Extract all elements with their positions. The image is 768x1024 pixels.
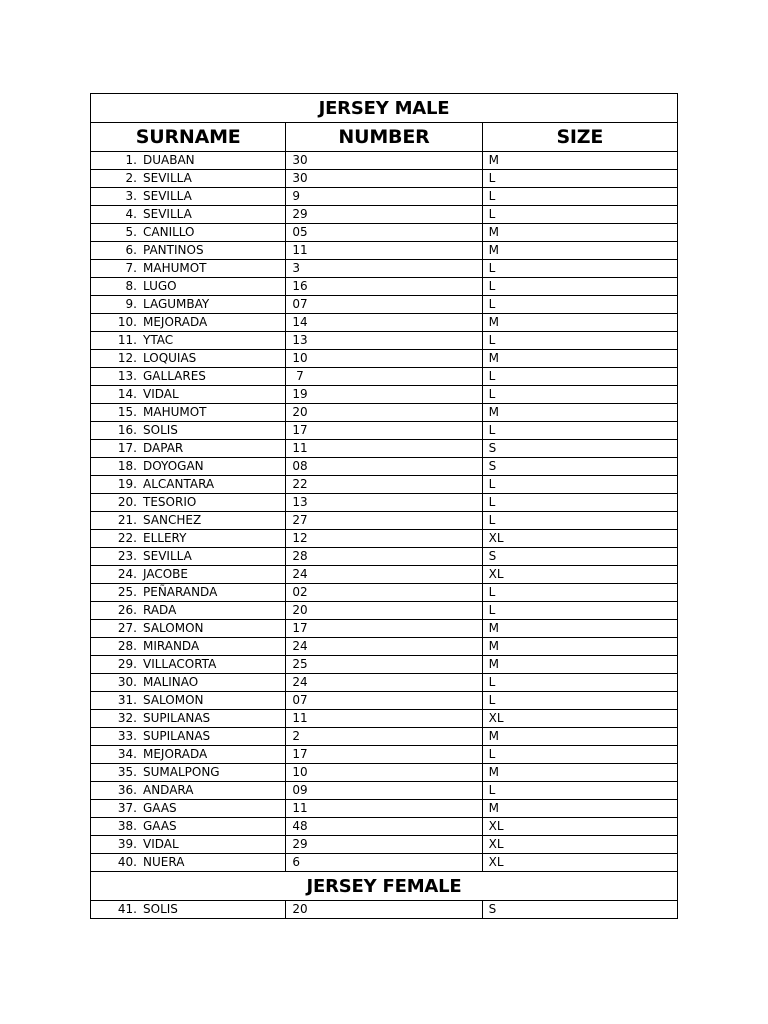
jersey-number-cell: 07 xyxy=(286,296,482,314)
size-cell: L xyxy=(482,368,677,386)
row-number: 25. xyxy=(117,585,137,599)
surname-cell xyxy=(91,656,286,674)
table-row xyxy=(91,494,678,512)
surname-text: SALOMON xyxy=(143,693,204,707)
surname-text: GAAS xyxy=(143,801,177,815)
table-row xyxy=(91,818,678,836)
size-cell: S xyxy=(482,458,677,476)
surname-text: GALLARES xyxy=(143,369,206,383)
jersey-number-cell: 17 xyxy=(286,746,482,764)
surname-cell xyxy=(91,674,286,692)
row-number: 9. xyxy=(125,297,137,311)
row-number: 18. xyxy=(117,459,137,473)
size-cell: L xyxy=(482,512,677,530)
size-cell: M xyxy=(482,224,677,242)
jersey-number-cell: 11 xyxy=(286,710,482,728)
size-cell: M xyxy=(482,152,677,170)
table-row xyxy=(91,206,678,224)
size-cell: M xyxy=(482,404,677,422)
surname-cell xyxy=(91,224,286,242)
surname-text: SEVILLA xyxy=(143,189,192,203)
size-cell: L xyxy=(482,422,677,440)
jersey-number-cell: 3 xyxy=(286,260,482,278)
table-row xyxy=(91,854,678,872)
jersey-number-cell: 24 xyxy=(286,638,482,656)
surname-text: SANCHEZ xyxy=(143,513,202,527)
row-number: 32. xyxy=(117,711,137,725)
jersey-number-cell: 09 xyxy=(286,782,482,800)
jersey-number-cell: 22 xyxy=(286,476,482,494)
table-row xyxy=(91,566,678,584)
surname-cell xyxy=(91,494,286,512)
surname-cell xyxy=(91,476,286,494)
row-number: 2. xyxy=(125,171,137,185)
jersey-number-cell: 11 xyxy=(286,800,482,818)
row-number: 6. xyxy=(125,243,137,257)
row-number: 40. xyxy=(117,855,137,869)
surname-cell xyxy=(91,458,286,476)
surname-cell xyxy=(91,728,286,746)
jersey-number-cell: 11 xyxy=(286,242,482,260)
jersey-number-cell: 30 xyxy=(286,152,482,170)
size-cell: L xyxy=(482,170,677,188)
jersey-number-cell: 11 xyxy=(286,440,482,458)
size-cell: L xyxy=(482,188,677,206)
surname-text: YTAC xyxy=(143,333,174,347)
surname-text: MAHUMOT xyxy=(143,261,207,275)
surname-text: VIDAL xyxy=(143,387,179,401)
jersey-number-cell: 9 xyxy=(286,188,482,206)
table-row xyxy=(91,901,678,919)
surname-text: ALCANTARA xyxy=(143,477,215,491)
surname-text: LAGUMBAY xyxy=(143,297,210,311)
surname-text: JACOBE xyxy=(143,567,188,581)
size-cell: M xyxy=(482,620,677,638)
table-row xyxy=(91,422,678,440)
row-number: 10. xyxy=(117,315,137,329)
table-row xyxy=(91,242,678,260)
surname-text: MAHUMOT xyxy=(143,405,207,419)
row-number: 19. xyxy=(117,477,137,491)
row-number: 14. xyxy=(117,387,137,401)
jersey-number-cell: 20 xyxy=(286,404,482,422)
jersey-number-cell: 27 xyxy=(286,512,482,530)
table-row xyxy=(91,170,678,188)
row-number: 39. xyxy=(117,837,137,851)
table-row xyxy=(91,728,678,746)
jersey-number-cell: 13 xyxy=(286,494,482,512)
row-number: 27. xyxy=(117,621,137,635)
jersey-number-cell: 02 xyxy=(286,584,482,602)
surname-cell xyxy=(91,836,286,854)
size-cell: XL xyxy=(482,710,677,728)
surname-text: DUABAN xyxy=(143,153,195,167)
table-row xyxy=(91,386,678,404)
size-cell: XL xyxy=(482,854,677,872)
row-number: 11. xyxy=(117,333,137,347)
size-cell: XL xyxy=(482,566,677,584)
surname-text: TESORIO xyxy=(143,495,197,509)
surname-text: CANILLO xyxy=(143,225,195,239)
surname-cell xyxy=(91,440,286,458)
table-row xyxy=(91,278,678,296)
female-section-title: JERSEY FEMALE xyxy=(91,872,678,901)
surname-text: SEVILLA xyxy=(143,171,192,185)
jersey-number-cell: 10 xyxy=(286,350,482,368)
surname-text: SUMALPONG xyxy=(143,765,220,779)
jersey-number-cell: 20 xyxy=(286,901,482,919)
size-cell: M xyxy=(482,728,677,746)
table-row xyxy=(91,764,678,782)
row-number: 35. xyxy=(117,765,137,779)
surname-cell xyxy=(91,782,286,800)
table-row xyxy=(91,674,678,692)
size-cell: S xyxy=(482,548,677,566)
jersey-table xyxy=(90,93,678,919)
size-cell: XL xyxy=(482,836,677,854)
surname-cell xyxy=(91,260,286,278)
row-number: 1. xyxy=(125,153,137,167)
jersey-number-cell: 17 xyxy=(286,422,482,440)
surname-text: SEVILLA xyxy=(143,549,192,563)
jersey-number-cell: 16 xyxy=(286,278,482,296)
row-number: 21. xyxy=(117,513,137,527)
table-row xyxy=(91,692,678,710)
surname-header: SURNAME xyxy=(91,123,286,152)
jersey-number-cell: 10 xyxy=(286,764,482,782)
size-cell: L xyxy=(482,296,677,314)
table-row xyxy=(91,314,678,332)
surname-cell xyxy=(91,818,286,836)
table-row xyxy=(91,512,678,530)
surname-cell xyxy=(91,512,286,530)
table-row xyxy=(91,620,678,638)
row-number: 5. xyxy=(125,225,137,239)
surname-cell xyxy=(91,638,286,656)
size-cell: L xyxy=(482,206,677,224)
table-row xyxy=(91,224,678,242)
surname-cell xyxy=(91,422,286,440)
surname-text: LOQUIAS xyxy=(143,351,197,365)
jersey-number-cell: 48 xyxy=(286,818,482,836)
row-number: 15. xyxy=(117,405,137,419)
size-cell: XL xyxy=(482,818,677,836)
surname-cell xyxy=(91,368,286,386)
surname-text: DOYOGAN xyxy=(143,459,204,473)
surname-cell xyxy=(91,242,286,260)
size-cell: L xyxy=(482,746,677,764)
table-row xyxy=(91,836,678,854)
surname-cell xyxy=(91,170,286,188)
row-number: 22. xyxy=(117,531,137,545)
table-row xyxy=(91,710,678,728)
row-number: 17. xyxy=(117,441,137,455)
size-cell: L xyxy=(482,332,677,350)
surname-cell xyxy=(91,332,286,350)
size-cell: M xyxy=(482,638,677,656)
jersey-number-cell: 30 xyxy=(286,170,482,188)
table-row xyxy=(91,476,678,494)
table-row xyxy=(91,440,678,458)
table-row xyxy=(91,152,678,170)
surname-cell xyxy=(91,530,286,548)
surname-cell xyxy=(91,764,286,782)
surname-text: MALINAO xyxy=(143,675,199,689)
surname-cell xyxy=(91,710,286,728)
jersey-number-cell: 12 xyxy=(286,530,482,548)
surname-cell xyxy=(91,404,286,422)
surname-text: VIDAL xyxy=(143,837,179,851)
surname-cell xyxy=(91,386,286,404)
size-cell: L xyxy=(482,476,677,494)
surname-cell xyxy=(91,206,286,224)
surname-cell xyxy=(91,296,286,314)
surname-text: MIRANDA xyxy=(143,639,200,653)
surname-cell xyxy=(91,746,286,764)
size-cell: L xyxy=(482,692,677,710)
surname-text: ELLERY xyxy=(143,531,187,545)
surname-text: RADA xyxy=(143,603,177,617)
surname-cell xyxy=(91,188,286,206)
table-row xyxy=(91,458,678,476)
row-number: 16. xyxy=(117,423,137,437)
row-number: 20. xyxy=(117,495,137,509)
row-number: 31. xyxy=(117,693,137,707)
jersey-number-cell: 08 xyxy=(286,458,482,476)
surname-cell xyxy=(91,350,286,368)
surname-text: MEJORADA xyxy=(143,747,208,761)
surname-cell xyxy=(91,692,286,710)
jersey-number-cell: 05 xyxy=(286,224,482,242)
row-number: 37. xyxy=(117,801,137,815)
surname-text: SALOMON xyxy=(143,621,204,635)
table-row xyxy=(91,782,678,800)
surname-cell xyxy=(91,602,286,620)
jersey-number-cell: 14 xyxy=(286,314,482,332)
size-cell: L xyxy=(482,260,677,278)
row-number: 41. xyxy=(117,902,137,916)
jersey-number-cell: 24 xyxy=(286,674,482,692)
row-number: 30. xyxy=(117,675,137,689)
row-number: 33. xyxy=(117,729,137,743)
table-row xyxy=(91,584,678,602)
surname-cell xyxy=(91,854,286,872)
surname-cell xyxy=(91,620,286,638)
size-cell: M xyxy=(482,314,677,332)
size-cell: M xyxy=(482,242,677,260)
surname-text: SUPILANAS xyxy=(143,729,211,743)
jersey-number-cell: 25 xyxy=(286,656,482,674)
surname-cell xyxy=(91,901,286,919)
jersey-number-cell: 24 xyxy=(286,566,482,584)
table-row xyxy=(91,368,678,386)
surname-text: SUPILANAS xyxy=(143,711,211,725)
size-cell: L xyxy=(482,584,677,602)
row-number: 12. xyxy=(117,351,137,365)
surname-cell xyxy=(91,800,286,818)
table-row xyxy=(91,746,678,764)
jersey-number-cell: 29 xyxy=(286,836,482,854)
jersey-number-cell: 6 xyxy=(286,854,482,872)
male-section-title: JERSEY MALE xyxy=(91,94,678,123)
jersey-number-cell: 13 xyxy=(286,332,482,350)
surname-text: VILLACORTA xyxy=(143,657,217,671)
size-cell: M xyxy=(482,764,677,782)
table-row xyxy=(91,548,678,566)
size-header: SIZE xyxy=(482,123,677,152)
jersey-number-cell: 19 xyxy=(286,386,482,404)
row-number: 28. xyxy=(117,639,137,653)
surname-cell xyxy=(91,548,286,566)
size-cell: L xyxy=(482,782,677,800)
size-cell: S xyxy=(482,901,677,919)
surname-text: PEÑARANDA xyxy=(143,585,218,599)
surname-text: LUGO xyxy=(143,279,177,293)
jersey-number-cell: 29 xyxy=(286,206,482,224)
surname-text: SOLIS xyxy=(143,423,178,437)
jersey-number-cell: 28 xyxy=(286,548,482,566)
surname-text: MEJORADA xyxy=(143,315,208,329)
table-row xyxy=(91,332,678,350)
table-row xyxy=(91,188,678,206)
size-cell: L xyxy=(482,602,677,620)
size-cell: L xyxy=(482,494,677,512)
size-cell: L xyxy=(482,674,677,692)
jersey-number-cell: 17 xyxy=(286,620,482,638)
jersey-number-cell: 7 xyxy=(286,368,482,386)
table-row xyxy=(91,530,678,548)
surname-cell xyxy=(91,584,286,602)
surname-cell xyxy=(91,314,286,332)
row-number: 38. xyxy=(117,819,137,833)
size-cell: XL xyxy=(482,530,677,548)
size-cell: M xyxy=(482,350,677,368)
surname-text: SOLIS xyxy=(143,902,178,916)
surname-cell xyxy=(91,278,286,296)
jersey-number-cell: 20 xyxy=(286,602,482,620)
surname-text: DAPAR xyxy=(143,441,184,455)
jersey-number-cell: 2 xyxy=(286,728,482,746)
size-cell: S xyxy=(482,440,677,458)
row-number: 8. xyxy=(125,279,137,293)
surname-text: PANTINOS xyxy=(143,243,204,257)
size-cell: L xyxy=(482,386,677,404)
surname-cell xyxy=(91,566,286,584)
surname-text: NUERA xyxy=(143,855,185,869)
size-cell: M xyxy=(482,656,677,674)
surname-text: SEVILLA xyxy=(143,207,192,221)
table-row xyxy=(91,602,678,620)
row-number: 24. xyxy=(117,567,137,581)
row-number: 23. xyxy=(117,549,137,563)
table-row xyxy=(91,404,678,422)
surname-cell xyxy=(91,152,286,170)
row-number: 34. xyxy=(117,747,137,761)
table-row xyxy=(91,656,678,674)
surname-text: ANDARA xyxy=(143,783,194,797)
row-number: 13. xyxy=(117,369,137,383)
row-number: 7. xyxy=(125,261,137,275)
size-cell: M xyxy=(482,800,677,818)
row-number: 3. xyxy=(125,189,137,203)
table-row xyxy=(91,638,678,656)
row-number: 4. xyxy=(125,207,137,221)
row-number: 36. xyxy=(117,783,137,797)
table-row xyxy=(91,350,678,368)
table-row xyxy=(91,296,678,314)
number-header: NUMBER xyxy=(286,123,482,152)
row-number: 26. xyxy=(117,603,137,617)
jersey-number-cell: 07 xyxy=(286,692,482,710)
table-row xyxy=(91,800,678,818)
surname-text: GAAS xyxy=(143,819,177,833)
table-row xyxy=(91,260,678,278)
row-number: 29. xyxy=(117,657,137,671)
size-cell: L xyxy=(482,278,677,296)
